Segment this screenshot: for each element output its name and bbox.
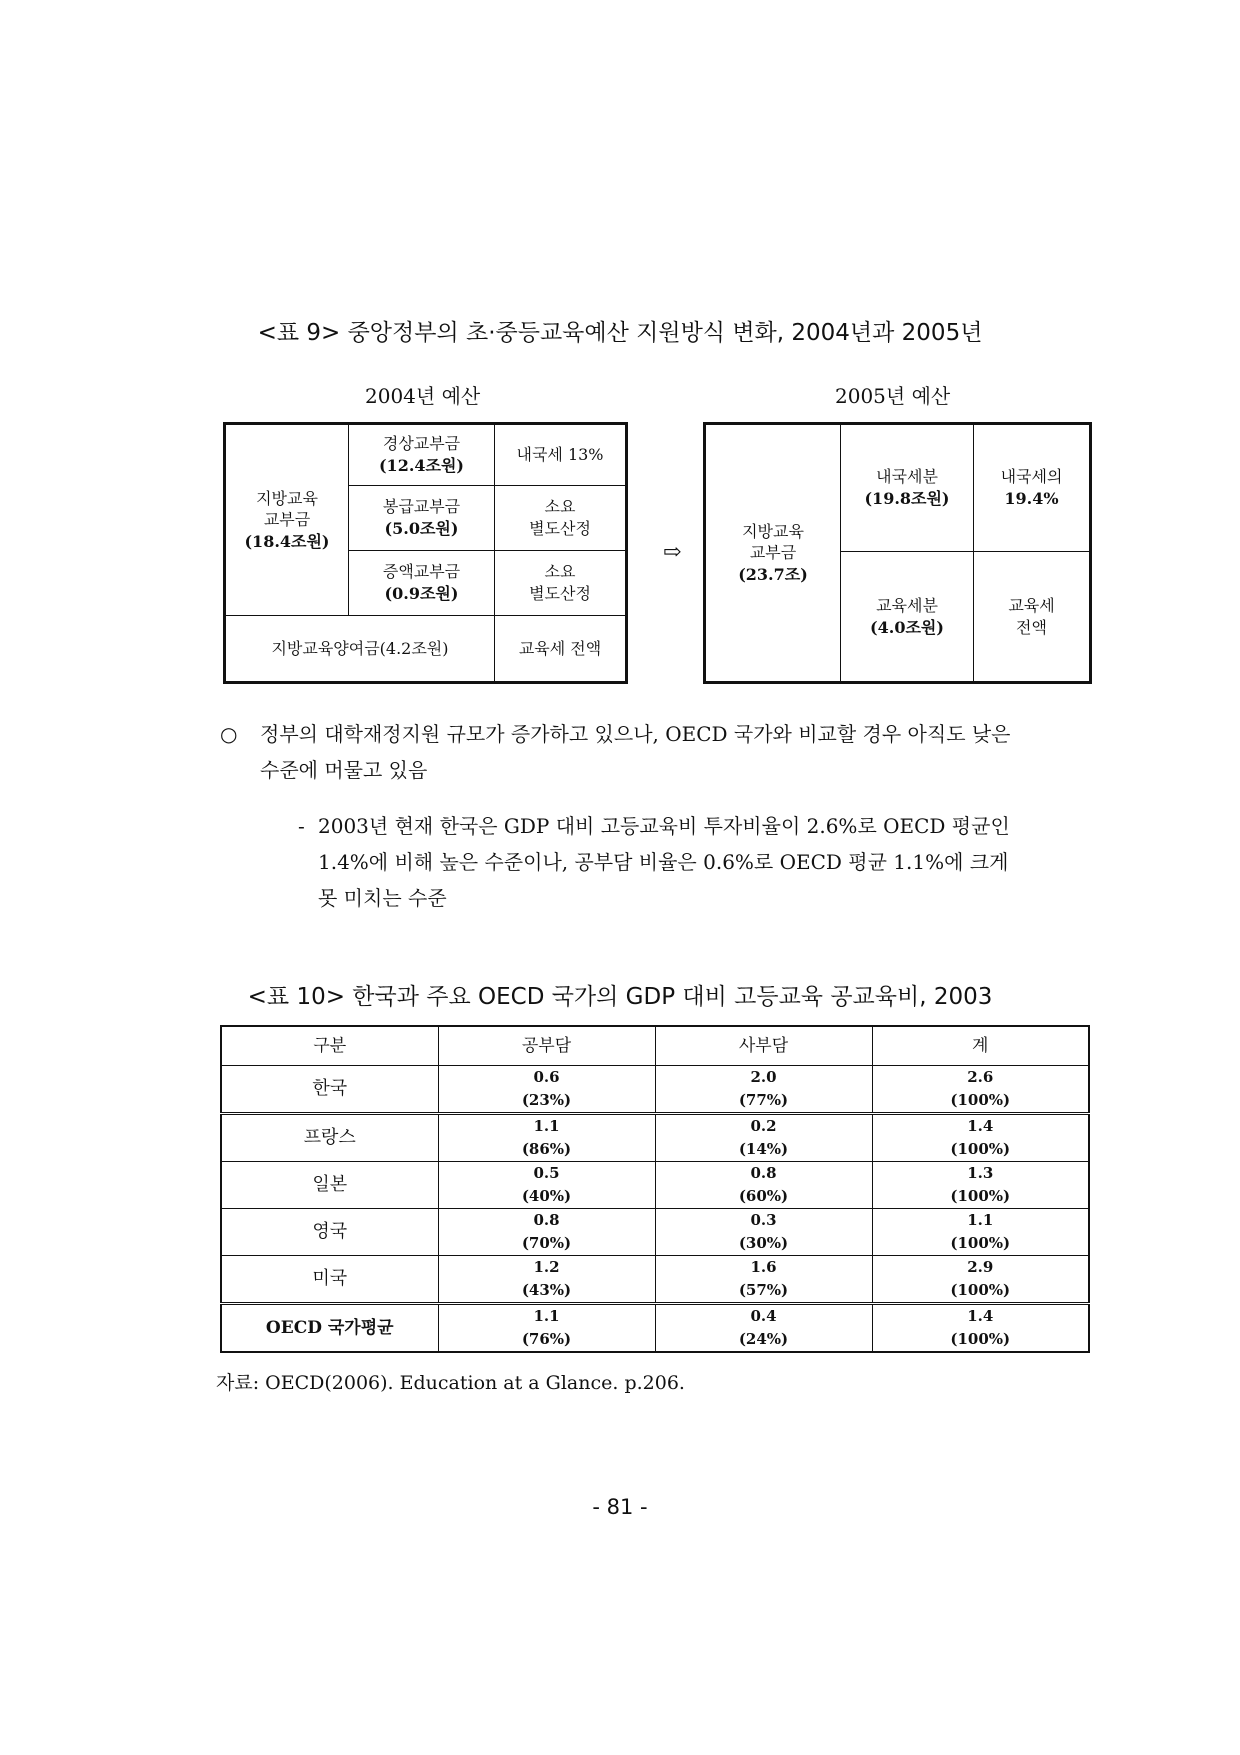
public-value: 0.8 bbox=[533, 1211, 560, 1229]
row-name: 미국 bbox=[221, 1256, 438, 1304]
total-value: 1.4 bbox=[967, 1307, 994, 1325]
table-row bbox=[221, 1304, 1089, 1353]
left-row1-source: 내국세 13% bbox=[516, 445, 604, 465]
total-pct: (100%) bbox=[950, 1330, 1011, 1348]
dash-text: 2003년 현재 한국은 GDP 대비 고등교육비 투자비율이 2.6%로 OECD 평균인 1.4%에 비해 높은 수준이나, 공부담 비율은 0.6%로 OECD 평균 1.1%에 크게 못 미치는 수준 bbox=[318, 814, 1010, 910]
left-group-line2: 교부금 bbox=[263, 510, 311, 530]
left-row3-source2: 별도산정 bbox=[529, 584, 591, 603]
public-value: 0.6 bbox=[533, 1068, 560, 1086]
budget-2005-caption: 2005년 예산 bbox=[835, 384, 951, 408]
left-row2-name: 봉급교부금 bbox=[382, 497, 461, 517]
table-row bbox=[221, 1162, 1089, 1209]
gdp-education-table bbox=[220, 1025, 1090, 1353]
table10-title: <표 10> 한국과 주요 OECD 국가의 GDP 대비 고등교육 공교육비, 2003 bbox=[247, 984, 993, 1010]
left-row3-name-cell bbox=[349, 551, 495, 616]
row-name: OECD 국가평균 bbox=[221, 1304, 438, 1353]
public-cell bbox=[438, 1304, 655, 1353]
total-value: 1.3 bbox=[967, 1164, 994, 1182]
header-public: 공부담 bbox=[438, 1026, 655, 1066]
right-group-amount: (23.7조) bbox=[738, 564, 808, 584]
table-header-row bbox=[221, 1026, 1089, 1066]
private-value: 0.2 bbox=[750, 1117, 777, 1135]
right-row2-amount: (4.0조원) bbox=[870, 617, 944, 637]
public-pct: (86%) bbox=[521, 1140, 572, 1158]
public-pct: (43%) bbox=[521, 1281, 572, 1299]
private-cell bbox=[655, 1066, 872, 1114]
public-value: 1.1 bbox=[533, 1117, 560, 1135]
total-cell bbox=[872, 1209, 1089, 1256]
private-pct: (24%) bbox=[738, 1330, 789, 1348]
public-cell bbox=[438, 1256, 655, 1304]
total-cell bbox=[872, 1256, 1089, 1304]
budget-2004-table bbox=[223, 422, 628, 684]
left-row1-source-cell bbox=[495, 424, 627, 486]
left-group-line1: 지방교육 bbox=[256, 488, 318, 508]
total-pct: (100%) bbox=[950, 1187, 1011, 1205]
total-cell bbox=[872, 1114, 1089, 1162]
total-cell bbox=[872, 1066, 1089, 1114]
public-cell bbox=[438, 1066, 655, 1114]
private-pct: (14%) bbox=[738, 1140, 789, 1158]
left-bottom-source: 교육세 전액 bbox=[518, 638, 602, 658]
total-cell bbox=[872, 1304, 1089, 1353]
private-cell bbox=[655, 1114, 872, 1162]
private-value: 0.8 bbox=[750, 1164, 777, 1182]
public-value: 1.1 bbox=[533, 1307, 560, 1325]
right-row1-name-cell bbox=[841, 424, 974, 552]
left-row1-name: 경상교부금 bbox=[382, 434, 461, 454]
left-row3-amount: (0.9조원) bbox=[384, 584, 459, 603]
right-row2-name-cell bbox=[841, 552, 974, 683]
left-row3-source-cell bbox=[495, 551, 627, 616]
bullet-paragraph bbox=[220, 716, 1020, 788]
private-value: 0.4 bbox=[750, 1307, 777, 1325]
row-name: 일본 bbox=[221, 1162, 438, 1209]
private-cell bbox=[655, 1162, 872, 1209]
page-number: - 81 - bbox=[592, 1495, 648, 1519]
total-pct: (100%) bbox=[950, 1281, 1011, 1299]
right-row2-source2: 전액 bbox=[1016, 617, 1047, 637]
private-pct: (30%) bbox=[738, 1234, 789, 1252]
row-name: 프랑스 bbox=[221, 1114, 438, 1162]
left-row3-name: 증액교부금 bbox=[382, 562, 461, 582]
public-pct: (76%) bbox=[521, 1330, 572, 1348]
public-pct: (23%) bbox=[521, 1091, 572, 1109]
total-value: 2.9 bbox=[967, 1258, 994, 1276]
bullet-text: 정부의 대학재정지원 규모가 증가하고 있으나, OECD 국가와 비교할 경우 아직도 낮은 수준에 머물고 있음 bbox=[260, 722, 1011, 782]
right-row1-name: 내국세분 bbox=[876, 467, 938, 487]
right-row1-source2: 19.4% bbox=[1004, 489, 1059, 508]
right-group-cell bbox=[705, 424, 841, 683]
total-pct: (100%) bbox=[950, 1140, 1011, 1158]
header-category: 구분 bbox=[221, 1026, 438, 1066]
public-cell bbox=[438, 1162, 655, 1209]
table-row bbox=[221, 1066, 1089, 1114]
row-name: 한국 bbox=[221, 1066, 438, 1114]
total-pct: (100%) bbox=[950, 1234, 1011, 1252]
private-cell bbox=[655, 1304, 872, 1353]
private-cell bbox=[655, 1256, 872, 1304]
right-row2-name: 교육세분 bbox=[876, 595, 938, 615]
total-pct: (100%) bbox=[950, 1091, 1011, 1109]
budget-2005-table bbox=[703, 422, 1092, 684]
right-row2-source1: 교육세 bbox=[1008, 595, 1055, 615]
private-cell bbox=[655, 1209, 872, 1256]
left-row2-name-cell bbox=[349, 486, 495, 551]
change-arrow-icon: ⇨ bbox=[663, 540, 682, 565]
row-name: 영국 bbox=[221, 1209, 438, 1256]
public-cell bbox=[438, 1114, 655, 1162]
total-value: 1.1 bbox=[967, 1211, 994, 1229]
table-row bbox=[221, 1114, 1089, 1162]
table-row bbox=[221, 1256, 1089, 1304]
header-total: 계 bbox=[872, 1026, 1089, 1066]
left-row2-source2: 별도산정 bbox=[529, 519, 591, 538]
private-value: 0.3 bbox=[750, 1211, 777, 1229]
private-pct: (60%) bbox=[738, 1187, 789, 1205]
left-row3-source1: 소요 bbox=[544, 562, 576, 582]
table-row bbox=[221, 1209, 1089, 1256]
left-bottom-name-cell bbox=[225, 616, 495, 683]
private-pct: (77%) bbox=[738, 1091, 789, 1109]
public-value: 0.5 bbox=[533, 1164, 560, 1182]
left-row1-name-cell bbox=[349, 424, 495, 486]
table-source-note: 자료: OECD(2006). Education at a Glance. p.206. bbox=[216, 1372, 685, 1394]
right-row1-source-cell bbox=[974, 424, 1091, 552]
dash-mark: - bbox=[298, 814, 305, 838]
public-pct: (70%) bbox=[521, 1234, 572, 1252]
dash-paragraph bbox=[298, 808, 1018, 916]
right-row1-source1: 내국세의 bbox=[1000, 467, 1063, 487]
table9-title: <표 9> 중앙정부의 초·중등교육예산 지원방식 변화, 2004년과 2005년 bbox=[257, 320, 983, 346]
total-value: 2.6 bbox=[967, 1068, 994, 1086]
total-value: 1.4 bbox=[967, 1117, 994, 1135]
total-cell bbox=[872, 1162, 1089, 1209]
left-bottom-source-cell bbox=[495, 616, 627, 683]
left-group-cell bbox=[225, 424, 349, 616]
budget-2004-caption: 2004년 예산 bbox=[365, 384, 481, 408]
right-group-line1: 지방교육 bbox=[742, 521, 804, 541]
private-pct: (57%) bbox=[738, 1281, 789, 1299]
right-group-line2: 교부금 bbox=[749, 543, 797, 563]
private-value: 1.6 bbox=[750, 1258, 777, 1276]
right-row2-source-cell bbox=[974, 552, 1091, 683]
public-cell bbox=[438, 1209, 655, 1256]
left-group-amount: (18.4조원) bbox=[244, 531, 330, 551]
left-row2-source-cell bbox=[495, 486, 627, 551]
left-row2-source1: 소요 bbox=[544, 497, 576, 517]
private-value: 2.0 bbox=[750, 1068, 777, 1086]
bullet-mark: ○ bbox=[220, 722, 238, 746]
left-row1-amount: (12.4조원) bbox=[378, 456, 465, 475]
header-private: 사부담 bbox=[655, 1026, 872, 1066]
right-row1-amount: (19.8조원) bbox=[864, 489, 950, 508]
public-value: 1.2 bbox=[533, 1258, 560, 1276]
left-bottom-name: 지방교육양여금(4.2조원) bbox=[271, 638, 449, 658]
public-pct: (40%) bbox=[521, 1187, 572, 1205]
left-row2-amount: (5.0조원) bbox=[384, 519, 459, 538]
